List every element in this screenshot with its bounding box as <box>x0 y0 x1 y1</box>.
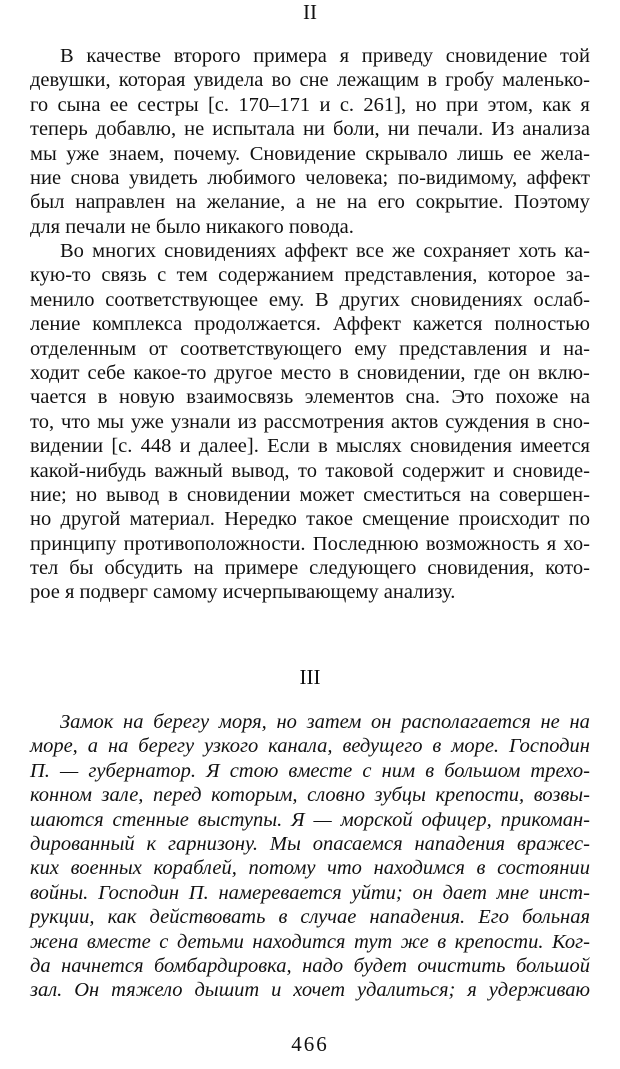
text-line: какой-нибудь важный вывод, то таковой содержит и сновиде- <box>30 459 590 482</box>
text-line: ких военных кораблей, потому что находимся в состоянии <box>30 857 590 880</box>
text-line: видении [с. 448 и далее]. Если в мыслях сновидения имеется <box>30 435 590 458</box>
text-line: зал. Он тяжело дышит и хочет удалиться; я удерживаю <box>30 979 590 1002</box>
text-line: менило соответствующее ему. В других сновидениях ослаб- <box>30 288 590 311</box>
text-line: да начнется бомбардировка, надо будет очистить большой <box>30 954 590 977</box>
text-line: для печали не было никакого повода. <box>30 215 354 238</box>
text-line: отделенным от соответствующего ему представления и на- <box>30 337 590 360</box>
section-heading-ii: II <box>303 0 317 24</box>
text-line: Во многих сновидениях аффект все же сохраняет хоть ка- <box>60 240 590 262</box>
text-line: конном зале, перед которым, словно зубцы крепости, возвы- <box>30 784 590 807</box>
text-line: рое я подверг самому исчерпывающему анализу. <box>30 581 456 604</box>
text-line: тел бы обсудить на примере следующего сновидения, кото- <box>30 557 590 580</box>
text-line: мы уже знаем, почему. Сновидение скрывало лишь ее жела- <box>30 142 590 165</box>
text-line: ходит себе какое-то другое место в сновидении, где он вклю- <box>30 361 590 384</box>
text-line: то, что мы уже узнали из рассмотрения актов суждения в сно- <box>30 410 590 433</box>
text-line: дированный к гарнизону. Мы опасаемся нападения вражес- <box>30 832 590 855</box>
text-line: ние; но вывод в сновидении может сместиться на совершен- <box>30 483 590 506</box>
text-line: ние снова увидеть любимого человека; по-видимому, аффект <box>30 166 590 189</box>
text-line: девушки, которая увидела во сне лежащим в гробу маленько- <box>30 69 590 92</box>
text-line: П. — губернатор. Я стою вместе с ним в большом трехо- <box>30 759 590 782</box>
text-line: го сына ее сестры [с. 170–171 и с. 261], но при этом, как я <box>30 93 590 116</box>
text-line: шаются стенные выступы. Я — морской офицер, прикоман- <box>30 808 590 831</box>
text-line: чается в новую взаимосвязь элементов сна. Это похоже на <box>30 386 590 409</box>
text-line: В качестве второго примера я приведу сновидение той <box>60 45 590 67</box>
text-line: рукции, как действовать в случае нападения. Его больная <box>30 906 590 929</box>
text-line: жена вместе с детьми находится тут же в крепости. Ког- <box>30 930 590 953</box>
section-ii-paragraph-2 <box>30 239 590 605</box>
section-ii-paragraph-1 <box>30 44 590 239</box>
section-heading-iii: III <box>299 665 321 689</box>
text-line: но другой материал. Нередко такое смещение происходит по <box>30 508 590 531</box>
text-line: теперь добавлю, не испытала ни боли, ни печали. Из анализа <box>30 118 590 141</box>
text-line: был направлен на желание, а не на его сокрытие. Поэтому <box>30 191 590 214</box>
text-line: ление комплекса продолжается. Аффект кажется полностью <box>30 313 590 336</box>
text-line: принципу противоположности. Последнюю возможность я хо- <box>30 532 590 555</box>
text-line: море, а на берегу узкого канала, ведущего в море. Господин <box>30 735 590 758</box>
text-line: Замок на берегу моря, но затем он располагается не на <box>60 711 590 733</box>
page-number: 466 <box>291 1032 329 1056</box>
text-line: войны. Господин П. намеревается уйти; он дает мне инст- <box>30 881 590 904</box>
text-line: кую-то связь с тем содержанием представления, которое за- <box>30 264 590 287</box>
section-iii-dream-text <box>30 710 590 1003</box>
